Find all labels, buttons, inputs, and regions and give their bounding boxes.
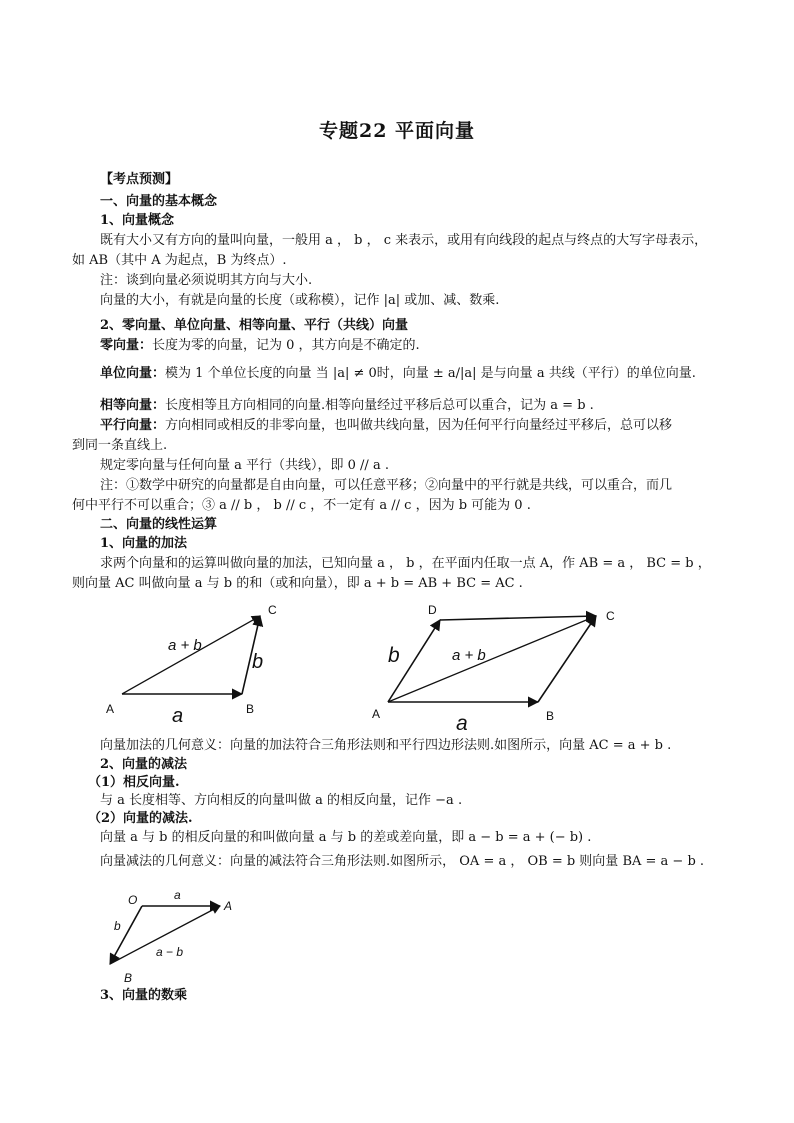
heading-special-vectors: 2、零向量、单位向量、相等向量、平行（共线）向量 bbox=[100, 318, 409, 333]
para-point-c-label: C bbox=[606, 609, 615, 623]
note-direction-size: 注：谈到向量必须说明其方向与大小. bbox=[100, 273, 313, 288]
heading-scalar-multiplication: 3、向量的数乘 bbox=[100, 988, 188, 1003]
zero-vector-definition bbox=[100, 338, 722, 354]
subtraction-geometric-meaning: 向量减法的几何意义：向量的减法符合三角形法则.如图所示， OA = a ， OB = b 则向量 BA = a − b . bbox=[100, 854, 705, 869]
parallel-vector-text-2: 到同一条直线上. bbox=[72, 438, 168, 453]
heading-subtraction: 2、向量的减法 bbox=[100, 757, 188, 772]
para-label-sum: a + b bbox=[452, 647, 486, 664]
note-free-vectors-1: 注：①数学中研究的向量都是自由向量，可以任意平移；②向量中的平行就是共线，可以重合，而几 bbox=[100, 478, 673, 493]
sub-label-a: a bbox=[174, 888, 181, 902]
triangle-rule-figure bbox=[100, 598, 290, 728]
point-c-label: C bbox=[268, 603, 277, 617]
subtraction-text: 向量 a 与 b 的相反向量的和叫做向量 a 与 b 的差或差向量，即 a − b = a + (− b) . bbox=[100, 830, 592, 845]
opposite-vector-text: 与 a 长度相等、方向相反的向量叫做 a 的相反向量，记作 −a . bbox=[100, 793, 463, 808]
sub-point-o-label: O bbox=[128, 893, 138, 907]
point-a-label: A bbox=[106, 702, 115, 716]
para-sum-arrow bbox=[388, 616, 596, 702]
addition-geometric-meaning: 向量加法的几何意义：向量的加法符合三角形法则和平行四边形法则.如图所示，向量 AC = a + b . bbox=[100, 738, 672, 753]
para-point-b-label: B bbox=[546, 709, 555, 723]
page-title: 专题22 平面向量 bbox=[318, 120, 476, 142]
para-point-a-label: A bbox=[372, 707, 381, 721]
label-sum: a + b bbox=[168, 637, 202, 654]
para-side-bc bbox=[538, 616, 596, 702]
parallel-vector-label: 平行向量： bbox=[100, 418, 166, 433]
sub-point-b-label: B bbox=[124, 971, 133, 985]
heading-basic-concepts: 一、向量的基本概念 bbox=[100, 194, 218, 209]
sub-point-a-label: A bbox=[224, 899, 233, 913]
addition-paragraph-1: 求两个向量和的运算叫做向量的加法，已知向量 a ， b ，在平面内任取一点 A，作 AB = a ， BC = b ， bbox=[100, 556, 711, 571]
equal-vector-definition bbox=[100, 398, 722, 414]
point-b-label: B bbox=[246, 702, 255, 716]
label-a: a bbox=[172, 705, 184, 727]
para-label-a: a bbox=[456, 712, 468, 735]
unit-vector-definition bbox=[100, 366, 722, 382]
heading-vector-subtraction: （2）向量的减法. bbox=[88, 811, 193, 826]
para-label-b: b bbox=[388, 644, 400, 667]
zero-vector-text: 长度为零的向量，记为 0 ，其方向是不确定的. bbox=[152, 338, 420, 353]
heading-addition: 1、向量的加法 bbox=[100, 536, 188, 551]
label-b: b bbox=[252, 651, 264, 673]
heading-opposite-vector: （1）相反向量. bbox=[88, 775, 180, 790]
note-free-vectors-2: 何中平行不可以重合；③ a // b ， b // c ，不一定有 a // c ，因为 b 可能为 0 . bbox=[72, 498, 531, 513]
heading-vector-concept: 1、向量概念 bbox=[100, 213, 175, 228]
paragraph-vector-def-1: 既有大小又有方向的量叫向量，一般用 a ， b ， c 来表示，或用有向线段的起点与终点的大写字母表示， bbox=[100, 233, 708, 248]
sub-label-a-minus-b: a − b bbox=[156, 945, 184, 959]
paragraph-magnitude: 向量的大小，有就是向量的长度（或称模），记作 |a| 或加、减、数乘. bbox=[100, 293, 500, 308]
para-side-dc bbox=[440, 616, 596, 620]
paragraph-vector-def-2: 如 AB（其中 A 为起点，B 为终点）. bbox=[72, 253, 287, 268]
equal-vector-label: 相等向量： bbox=[100, 398, 166, 413]
parallelogram-rule-figure bbox=[372, 598, 632, 738]
parallel-vector-text: 方向相同或相反的非零向量，也叫做共线向量，因为任何平行向量经过平移后，总可以移 bbox=[165, 418, 673, 433]
heading-linear-ops: 二、向量的线性运算 bbox=[100, 517, 218, 532]
equal-vector-text: 长度相等且方向相同的向量.相等向量经过平移后总可以重合，记为 a = b . bbox=[165, 398, 594, 413]
rule-zero-parallel: 规定零向量与任何向量 a 平行（共线），即 0 // a . bbox=[100, 458, 389, 473]
zero-vector-label: 零向量： bbox=[100, 338, 153, 353]
parallel-vector-definition bbox=[100, 418, 722, 434]
unit-vector-label: 单位向量： bbox=[100, 366, 166, 381]
unit-vector-text: 模为 1 个单位长度的向量 当 |a| ≠ 0时，向量 ± a/|a| 是与向量 a 共线（平行）的单位向量. bbox=[165, 366, 696, 381]
para-point-d-label: D bbox=[428, 603, 437, 617]
subtraction-figure bbox=[96, 882, 246, 986]
sub-label-b: b bbox=[114, 919, 121, 933]
section-forecast: 【考点预测】 bbox=[100, 172, 179, 187]
addition-paragraph-2: 则向量 AC 叫做向量 a 与 b 的和（或和向量），即 a + b = AB + BC = AC . bbox=[72, 576, 523, 591]
vector-sum-arrow bbox=[122, 616, 260, 694]
